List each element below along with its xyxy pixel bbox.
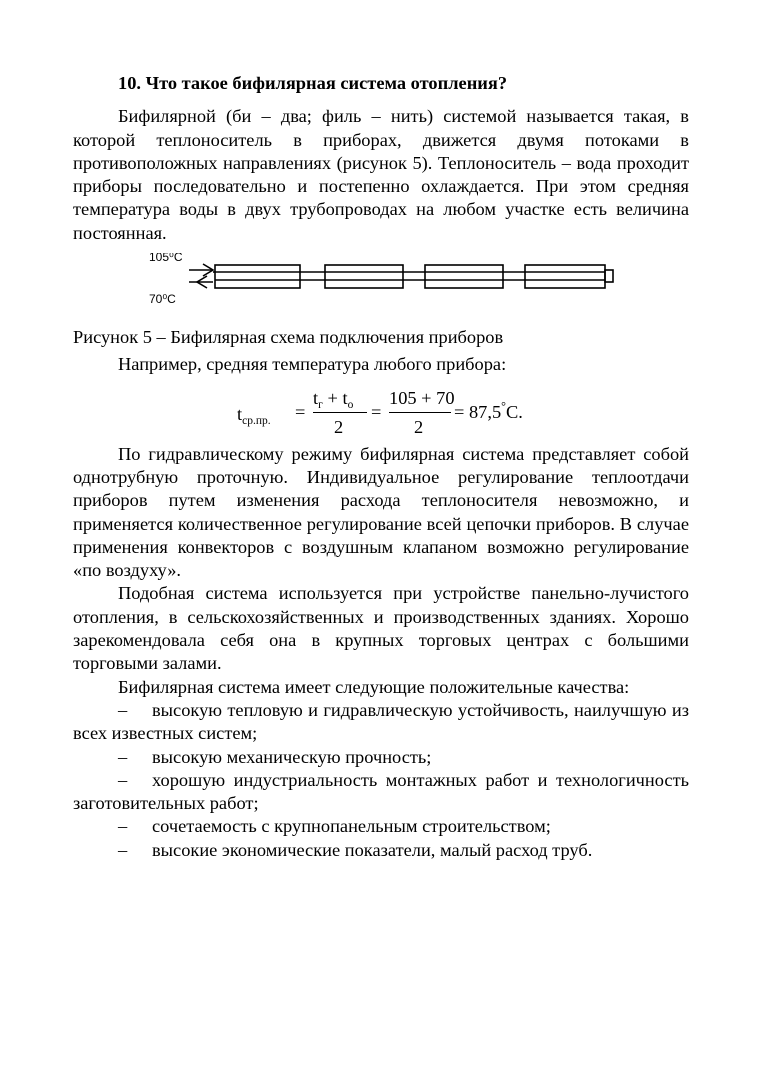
paragraph-usage: Подобная система используется при устройстве панельно-лучистого отопления, в сельскохозяйственных и производственных зданиях. Хорошо зарекомендовала себя она в крупных торговых центрах с большими торговыми залами. [73,583,689,674]
formula-result: = 87,5°C. [454,398,523,422]
list-item: – сочетаемость с крупнопанельным строительством; [118,816,551,837]
formula-numerator-1: $t_г + t_о$ [313,387,354,411]
figure-caption: Рисунок 5 – Бифилярная схема подключения приборов [73,327,504,348]
paragraph-advantages-intro: Бифилярная система имеет следующие положительные качества: [118,676,630,697]
section-heading: 10. Что такое бифилярная система отопления? [118,73,508,93]
label-return-temp: 70⁰С [149,292,176,307]
fraction-bar-2 [389,412,451,413]
list-item: – высокие экономические показатели, малый расход труб. [118,839,593,860]
formula-denominator-1: 2 [334,416,344,437]
end-loop [605,270,613,282]
formula-eq1: = [295,401,306,422]
advantages-list [73,699,689,862]
paragraph-hydraulic-mode: По гидравлическому режиму бифилярная система представляет собой однотрубную проточную. Индивидуальное регулирование теплоотдачи приборов путем изменения расхода теплоносителя невозможно, и применяется количественное регулирование всей цепочки приборов. В случае применения конвекторов с воздушным клапаном возможно регулирование «по воздуху». [73,443,689,581]
document-page [73,72,689,862]
paragraph-definition: Бифилярной (би – два; филь – нить) системой называется такая, в которой теплоноситель в приборах, движется двумя потоками в противоположных направлениях (рисунок 5). Теплоноситель – вода проходит приборы последовательно и постепенно охлаждается. При этом средняя температура воды в двух трубопроводах на любом участке есть величина постоянная. [73,106,689,243]
bifilar-scheme-diagram [73,253,689,323]
label-supply-temp: 105⁰С [149,253,183,265]
example-intro: Например, средняя температура любого прибора: [118,354,507,375]
radiator-1 [215,265,300,288]
formula-numerator-2: 105 + 70 [389,387,455,408]
formula-lhs: $t_{ср.пр.}$ [237,403,271,427]
fraction-bar-1 [313,412,367,413]
radiator-4 [525,265,605,288]
formula-denominator-2: 2 [414,416,424,437]
radiator-3 [425,265,503,288]
list-item: – высокую механическую прочность; [118,746,432,767]
formula-average-temperature [73,385,689,443]
list-item: – высокую тепловую и гидравлическую устойчивость, наилучшую из всех известных систем; [73,699,689,744]
figure-bifilar-scheme [73,253,689,323]
radiator-2 [325,265,403,288]
formula-eq2: = [371,401,382,422]
list-item: – хорошую индустриальность монтажных работ и технологичность заготовительных работ; [73,769,689,814]
